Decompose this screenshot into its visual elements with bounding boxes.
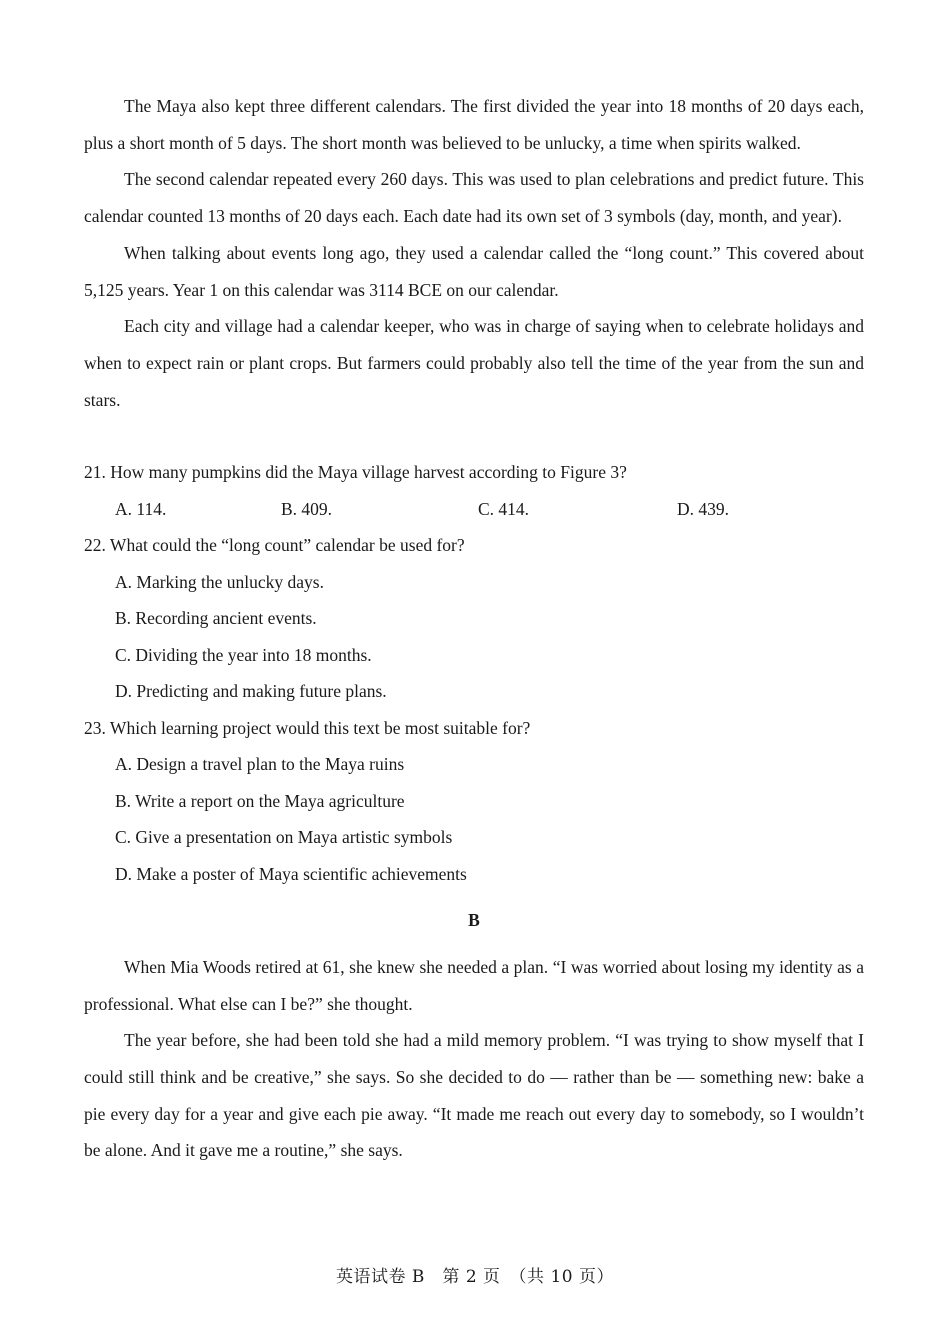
section-b-heading: B [468, 910, 480, 931]
passage-a-paragraph-4: Each city and village had a calendar keeper, who was in charge of saying when to celebrate holidays and when to expect rain or plant crops. But farmers could probably also tell the time of the year from the sun and stars. [84, 316, 864, 410]
question-23-option-d: D. Make a poster of Maya scientific achievements [115, 863, 467, 884]
passage-a-paragraph-2: The second calendar repeated every 260 days. This was used to plan celebrations and predict future. This calendar counted 13 months of 20 days each. Each date had its own set of 3 symbols (day, month, and year). [84, 169, 864, 227]
question-23 [84, 710, 864, 893]
page-footer: 英语试卷 B 第 2 页 （共 10 页） [336, 1267, 614, 1287]
question-22-text: 22. What could the “long count” calendar be used for? [84, 535, 465, 556]
page-content [84, 88, 864, 1169]
question-22-option-c: C. Dividing the year into 18 months. [115, 644, 372, 665]
question-22-option-b: B. Recording ancient events. [115, 608, 317, 629]
section-b-paragraph-1: When Mia Woods retired at 61, she knew she needed a plan. “I was worried about losing my identity as a professional. What else can I be?” she thought. [84, 956, 864, 1014]
passage-a-paragraph-1: The Maya also kept three different calendars. The first divided the year into 18 months of 20 days each, plus a short month of 5 days. The short month was believed to be unlucky, a time when spirits walked. [84, 96, 864, 153]
question-23-option-c: C. Give a presentation on Maya artistic symbols [115, 827, 453, 848]
spacer [84, 939, 864, 949]
question-23-option-b: B. Write a report on the Maya agriculture [115, 790, 405, 811]
passage-a-paragraph-3: When talking about events long ago, they used a calendar called the “long count.” This covered about 5,125 years. Year 1 on this calendar was 3114 BCE on our calendar. [84, 242, 864, 300]
question-21-option-c: C. 414. [478, 498, 530, 519]
question-22 [84, 527, 864, 710]
question-22-option-d: D. Predicting and making future plans. [115, 681, 387, 702]
question-21-option-a: A. 114. [115, 498, 167, 519]
spacer [84, 418, 864, 454]
question-21-option-b: B. 409. [281, 498, 333, 519]
question-21-option-d: D. 439. [677, 498, 730, 519]
question-22-option-a: A. Marking the unlucky days. [115, 571, 324, 592]
question-21-options [84, 491, 864, 528]
question-21-text: 21. How many pumpkins did the Maya village harvest according to Figure 3? [84, 462, 627, 483]
question-21 [84, 454, 864, 527]
question-23-option-a: A. Design a travel plan to the Maya ruins [115, 754, 405, 775]
question-23-text: 23. Which learning project would this text be most suitable for? [84, 717, 531, 738]
section-b-paragraph-2: The year before, she had been told she had a mild memory problem. “I was trying to show myself that I could still think and be creative,” she says. So she decided to do — rather than be — something new: bake a pie every day for a year and give each pie away. “It made me reach out every day to somebody, so I wouldn’t be alone. And it gave me a routine,” she says. [84, 1030, 864, 1161]
